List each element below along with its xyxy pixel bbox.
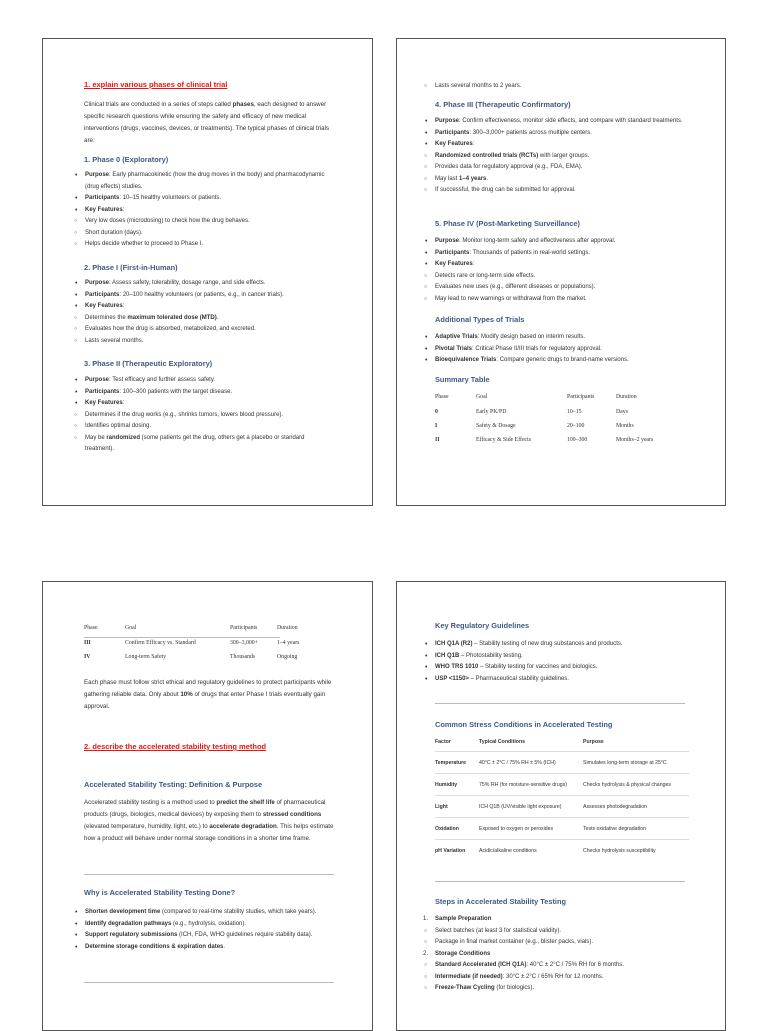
table-cell: 75% RH (for moisture-sensitive drugs) bbox=[479, 774, 583, 796]
section-title: Steps in Accelerated Stability Testing bbox=[435, 897, 567, 906]
list-item bbox=[423, 282, 693, 294]
table-cell: 1–4 years bbox=[277, 640, 300, 646]
bold-text: Purpose bbox=[85, 377, 110, 383]
text-run: : bbox=[122, 206, 125, 213]
bold-text: 10% bbox=[180, 691, 193, 698]
table-header-cell: Typical Conditions bbox=[479, 739, 526, 745]
list-item bbox=[423, 662, 703, 674]
table-row bbox=[435, 405, 681, 419]
bold-text: Key Features bbox=[435, 261, 473, 267]
text-run: Lasts several months to 2 years. bbox=[435, 83, 522, 89]
table-cell: Efficacy & Side Effects bbox=[476, 437, 531, 443]
text-run: : Monitor long-term safety and effectiveness after approval. bbox=[459, 238, 616, 244]
bold-text: Adaptive Trials bbox=[435, 334, 478, 340]
table-cell: pH Variation bbox=[435, 840, 479, 862]
list-item bbox=[423, 174, 693, 186]
table-cell: Safety & Dosage bbox=[476, 423, 516, 429]
bullet-list bbox=[423, 332, 703, 367]
table-header-cell: Participants bbox=[567, 394, 595, 400]
list-item bbox=[423, 294, 693, 306]
bold-text: Participants bbox=[85, 291, 120, 298]
text-run: Clinical trials are conducted in a series of steps called bbox=[84, 101, 233, 108]
bold-text: Key Features bbox=[85, 303, 123, 309]
table-cell: 0 bbox=[435, 409, 438, 415]
list-item bbox=[73, 387, 335, 399]
table-row bbox=[435, 796, 689, 818]
bold-text: Purpose bbox=[435, 238, 460, 244]
page-heading: 2. describe the accelerated stability testing method bbox=[84, 742, 267, 751]
list-item bbox=[423, 139, 693, 151]
text-run: . This helps estimate how a product will behave under normal storage conditions in a shorter time frame. bbox=[84, 823, 334, 842]
list-item bbox=[73, 375, 335, 387]
text-run: – Stability testing of new drug substances and products. bbox=[472, 641, 623, 647]
table-cell: Light bbox=[435, 796, 479, 818]
list-item bbox=[423, 248, 693, 260]
bullet-list bbox=[73, 278, 335, 347]
table-cell: Ongoing bbox=[277, 654, 298, 660]
list-item bbox=[73, 290, 335, 302]
list-item bbox=[73, 324, 335, 336]
text-run: Provides data for regulatory approval (e.g., FDA, EMA). bbox=[435, 164, 583, 170]
section-title: 3. Phase II (Therapeutic Exploratory) bbox=[84, 359, 213, 368]
bold-text: Participants bbox=[435, 129, 470, 136]
text-run: May last bbox=[435, 175, 460, 182]
bullet-list bbox=[73, 907, 335, 953]
bullet-list bbox=[423, 236, 693, 305]
divider bbox=[84, 874, 334, 875]
text-run: : 30°C ± 2°C / 65% RH for 12 months. bbox=[502, 973, 604, 980]
section-title: Additional Types of Trials bbox=[435, 315, 525, 324]
text-run: : bbox=[472, 141, 475, 147]
text-run: : Assess safety, tolerability, dosage range, and side effects. bbox=[109, 280, 266, 286]
text-run: : Thousands of patients in real-world settings. bbox=[469, 249, 590, 256]
table-header-cell: Participants bbox=[230, 625, 258, 631]
table-cell: Months–2 years bbox=[616, 437, 654, 443]
text-run: : bbox=[472, 261, 475, 267]
list-item bbox=[423, 355, 703, 367]
page-heading: 1. explain various phases of clinical trial bbox=[84, 80, 228, 89]
bold-text: Identify degradation pathways bbox=[85, 920, 172, 927]
list-item bbox=[73, 421, 335, 433]
text-run: Helps decide whether to proceed to Phase I. bbox=[85, 241, 204, 247]
table-header-cell: Goal bbox=[125, 625, 137, 631]
document-page-1 bbox=[42, 38, 373, 506]
text-run: Evaluates how the drug is absorbed, metabolized, and excreted. bbox=[85, 326, 256, 332]
table-row bbox=[435, 752, 689, 774]
list-item bbox=[423, 960, 703, 972]
definition-paragraph bbox=[84, 797, 334, 845]
text-run: Determines the bbox=[85, 314, 128, 321]
text-run: : Confirm effectiveness, monitor side effects, and compare with standard treatments. bbox=[459, 118, 683, 124]
section-title: Accelerated Stability Testing: Definition & Purpose bbox=[84, 780, 263, 789]
section-title: 4. Phase III (Therapeutic Confirmatory) bbox=[435, 100, 571, 109]
bold-text: Storage Conditions bbox=[435, 950, 491, 957]
list-item bbox=[423, 674, 703, 686]
text-run: . bbox=[216, 314, 219, 321]
text-run: : 300–3,000+ patients across multiple centers. bbox=[469, 129, 592, 136]
table-header-cell: Goal bbox=[476, 394, 488, 400]
text-run: : Critical Phase II/III trials for regulatory approval. bbox=[472, 345, 602, 352]
list-item bbox=[423, 185, 693, 197]
list-item bbox=[73, 313, 335, 325]
text-run: : Modify design based on interim results. bbox=[477, 334, 586, 340]
bold-text: accelerate degradation bbox=[209, 823, 277, 830]
list-item bbox=[73, 433, 335, 456]
list-item bbox=[423, 236, 693, 248]
list-item bbox=[73, 170, 335, 193]
table-cell: Humidity bbox=[435, 774, 479, 796]
closing-paragraph bbox=[84, 677, 344, 713]
list-item bbox=[73, 919, 335, 931]
list-item bbox=[423, 81, 693, 93]
list-item bbox=[73, 398, 335, 410]
text-run: (ICH, FDA, WHO guidelines require stability data). bbox=[177, 932, 313, 938]
list-item bbox=[73, 193, 335, 205]
divider bbox=[84, 982, 334, 983]
text-run: of drugs that enter Phase I trials eventually gain approval. bbox=[84, 691, 326, 710]
table-cell: 300–3,000+ bbox=[230, 640, 258, 646]
bold-text: Participants bbox=[85, 195, 120, 201]
section-title: 1. Phase 0 (Exploratory) bbox=[84, 155, 169, 164]
table-cell: Months bbox=[616, 423, 634, 429]
bullet-list bbox=[73, 375, 335, 456]
text-run: : bbox=[122, 303, 125, 309]
intro-paragraph bbox=[84, 99, 334, 147]
table-cell: Assesses photodegradation bbox=[583, 796, 689, 818]
list-item bbox=[73, 907, 335, 919]
bold-text: Support regulatory submissions bbox=[85, 932, 178, 938]
bold-text: ICH Q1B bbox=[435, 652, 460, 659]
table-cell: Long-term Safety bbox=[125, 654, 167, 660]
table-header-row bbox=[435, 733, 689, 752]
list-item bbox=[423, 128, 693, 140]
list-item bbox=[73, 278, 335, 290]
list-item bbox=[423, 259, 693, 271]
text-run: with larger groups. bbox=[538, 152, 590, 159]
table-cell: Simulates long-term storage at 25°C bbox=[583, 752, 689, 774]
bold-text: Sample Preparation bbox=[435, 916, 492, 922]
table-row bbox=[435, 774, 689, 796]
document-page-2 bbox=[396, 38, 726, 506]
document-page-4 bbox=[396, 581, 726, 1031]
text-run: Detects rare or long-term side effects. bbox=[435, 272, 536, 279]
table-cell: Temperature bbox=[435, 752, 479, 774]
list-item bbox=[73, 216, 335, 228]
list-item bbox=[423, 151, 693, 163]
bold-text: Shorten development time bbox=[85, 909, 161, 915]
list-item bbox=[423, 639, 703, 651]
text-run: : 10–15 healthy volunteers or patients. bbox=[119, 195, 222, 201]
list-item bbox=[423, 972, 703, 984]
text-run: (for biologics). bbox=[494, 985, 535, 991]
bold-text: Freeze-Thaw Cycling bbox=[435, 985, 495, 991]
text-run: (some patients get the drug, others get a placebo or standard treatment). bbox=[85, 434, 305, 452]
table-cell: Checks hydrolysis susceptibility bbox=[583, 840, 689, 862]
text-run: (compared to real-time stability studies, which take years). bbox=[160, 909, 317, 915]
table-row bbox=[435, 419, 681, 433]
table-cell: Oxidation bbox=[435, 818, 479, 840]
table-row bbox=[84, 650, 332, 664]
text-run: If successful, the drug can be submitted for approval. bbox=[435, 187, 576, 193]
list-item bbox=[423, 937, 703, 949]
text-run: Identifies optimal dosing. bbox=[85, 423, 152, 429]
list-item bbox=[73, 239, 335, 251]
list-item bbox=[73, 336, 335, 348]
list-item bbox=[73, 930, 335, 942]
table-cell: ICH Q1B (UV/visible light exposure) bbox=[479, 796, 583, 818]
text-run: (elevated temperature, humidity, light, etc.) to bbox=[84, 823, 210, 830]
text-run: of pharmaceutical products (drugs, biologics, medical devices) by exposing them to bbox=[84, 799, 326, 818]
table-header-cell: Factor bbox=[435, 739, 451, 745]
list-item bbox=[73, 942, 335, 954]
table-cell: III bbox=[84, 640, 91, 646]
text-run: Package in final market container (e.g., blister packs, vials). bbox=[435, 939, 594, 945]
bold-text: Purpose bbox=[85, 280, 110, 286]
section-title: Why is Accelerated Stability Testing Done? bbox=[84, 888, 236, 897]
bullet-list bbox=[423, 639, 703, 685]
table-cell: I bbox=[435, 423, 438, 429]
table-rule bbox=[84, 637, 280, 638]
table-cell: Exposed to oxygen or peroxides bbox=[479, 818, 583, 840]
text-run: Lasts several months. bbox=[85, 337, 144, 344]
text-run: : 40°C ± 2°C / 75% RH for 6 months. bbox=[526, 962, 624, 968]
text-run: , each designed to answer specific research questions while ensuring the safety and efficacy of new medical interventions (drugs, vaccines, devices, or treatments). The typical phases of clinical trials are: bbox=[84, 101, 330, 144]
list-item bbox=[423, 914, 703, 926]
section-title: Common Stress Conditions in Accelerated Testing bbox=[435, 720, 613, 729]
bold-text: maximum tolerated dose (MTD) bbox=[127, 314, 217, 321]
bold-text: Determine storage conditions & expiration dates bbox=[85, 943, 224, 950]
bold-text: randomized bbox=[106, 434, 141, 441]
table-header-row bbox=[435, 389, 681, 405]
list-item bbox=[73, 301, 335, 313]
bold-text: 1–4 years bbox=[459, 175, 487, 182]
section-title: Key Regulatory Guidelines bbox=[435, 621, 530, 630]
list-item bbox=[73, 410, 335, 422]
table-cell: Early PK/PD bbox=[476, 409, 507, 415]
text-run: : 20–100 healthy volunteers (or patients, e.g., in cancer trials). bbox=[119, 291, 284, 298]
table-cell: 20–100 bbox=[567, 423, 585, 429]
text-run: Short duration (days). bbox=[85, 229, 143, 236]
divider bbox=[435, 881, 685, 882]
text-run: Very low doses (microdosing) to check how the drug behaves. bbox=[85, 218, 250, 224]
section-title: 5. Phase IV (Post-Marketing Surveillance) bbox=[435, 219, 580, 228]
bold-text: Intermediate (if needed) bbox=[435, 973, 503, 980]
list-item bbox=[423, 949, 703, 961]
text-run: . bbox=[223, 943, 226, 950]
bold-text: phases bbox=[232, 101, 254, 108]
text-run: Accelerated stability testing is a method used to bbox=[84, 799, 217, 806]
divider bbox=[435, 703, 685, 704]
list-item bbox=[423, 651, 703, 663]
table-cell: Thousands bbox=[230, 654, 256, 660]
table-cell: Days bbox=[616, 409, 628, 415]
table-cell: Tests oxidative degradation bbox=[583, 818, 689, 840]
text-run: – Pharmaceutical stability guidelines. bbox=[468, 675, 569, 682]
text-run: Evaluates new uses (e.g., different diseases or populations). bbox=[435, 284, 596, 290]
text-run: Each phase must follow strict ethical and regulatory guidelines to protect participants while gathering reliable data. Only about bbox=[84, 679, 332, 698]
section-title: 2. Phase I (First-in-Human) bbox=[84, 263, 178, 272]
list-item bbox=[73, 205, 335, 217]
table-cell: II bbox=[435, 437, 440, 443]
table-cell: 10–15 bbox=[567, 409, 582, 415]
bullet-list bbox=[73, 170, 335, 251]
summary-table bbox=[435, 389, 681, 447]
text-run: May be bbox=[85, 434, 107, 441]
text-run: . bbox=[486, 175, 489, 182]
bold-text: Purpose bbox=[85, 172, 110, 178]
bold-text: Participants bbox=[435, 249, 470, 256]
text-run: Select batches (at least 3 for statistical validity). bbox=[435, 927, 562, 934]
bold-text: Randomized controlled trials (RCTs) bbox=[435, 152, 539, 159]
table-cell: IV bbox=[84, 654, 91, 660]
text-run: (e.g., hydrolysis, oxidation). bbox=[171, 920, 247, 927]
table-row bbox=[435, 433, 681, 447]
bullet-list bbox=[423, 81, 693, 93]
bold-text: Pivotal Trials bbox=[435, 345, 473, 352]
text-run: : bbox=[122, 400, 125, 406]
stress-conditions-table bbox=[435, 733, 689, 861]
bold-text: Participants bbox=[85, 388, 120, 395]
table-row bbox=[84, 636, 332, 650]
bold-text: Key Features bbox=[85, 400, 123, 406]
list-item bbox=[73, 228, 335, 240]
table-cell: 40°C ± 2°C / 75% RH ± 5% (ICH) bbox=[479, 752, 583, 774]
phase-table bbox=[84, 620, 332, 664]
table-row bbox=[435, 818, 689, 840]
text-run: Determines if the drug works (e.g., shrinks tumors, lowers blood pressure). bbox=[85, 411, 284, 418]
text-run: May lead to new warnings or withdrawal from the market. bbox=[435, 295, 587, 302]
table-header-cell: Phase bbox=[84, 625, 98, 631]
bold-text: WHO TRS 1010 bbox=[435, 664, 479, 670]
list-item bbox=[423, 344, 703, 356]
bold-text: Standard Accelerated (ICH Q1A) bbox=[435, 962, 527, 968]
text-run: – Photostability testing. bbox=[459, 652, 523, 659]
table-header-cell: Duration bbox=[277, 625, 298, 631]
bold-text: stressed conditions bbox=[262, 811, 322, 818]
section-title: Summary Table bbox=[435, 375, 490, 384]
bold-text: USP <1150> bbox=[435, 675, 469, 682]
bold-text: Bioequivalence Trials bbox=[435, 357, 497, 363]
list-item bbox=[423, 271, 693, 283]
list-item bbox=[423, 116, 693, 128]
text-run: – Stability testing for vaccines and biologics. bbox=[478, 664, 598, 670]
table-header-cell: Phase bbox=[435, 394, 449, 400]
table-header-row bbox=[84, 620, 332, 636]
bold-text: ICH Q1A (R2) bbox=[435, 641, 473, 647]
table-cell: Acidic/alkaline conditions bbox=[479, 840, 583, 862]
table-row bbox=[435, 840, 689, 862]
table-cell: Confirm Efficacy vs. Standard bbox=[125, 640, 196, 646]
text-run: : 100–300 patients with the target disease. bbox=[119, 388, 233, 395]
table-cell: Checks hydrolysis & physical changes bbox=[583, 774, 689, 796]
text-run: : Early pharmacokinetic (how the drug moves in the body) and pharmacodynamic (drug effects) studies. bbox=[85, 172, 325, 190]
bullet-list bbox=[423, 116, 693, 197]
bold-text: Key Features bbox=[435, 141, 473, 147]
numbered-list bbox=[423, 914, 703, 995]
table-cell: 100–300 bbox=[567, 437, 588, 443]
list-item bbox=[423, 926, 703, 938]
list-item bbox=[423, 332, 703, 344]
bold-text: Key Features bbox=[85, 206, 123, 213]
bold-text: Purpose bbox=[435, 118, 460, 124]
table-header-cell: Duration bbox=[616, 394, 637, 400]
text-run: : Compare generic drugs to brand-name versions. bbox=[496, 357, 629, 363]
bold-text: predict the shelf life bbox=[216, 799, 275, 806]
table-header-cell: Purpose bbox=[583, 739, 604, 745]
document-page-3 bbox=[42, 581, 373, 1031]
list-item bbox=[423, 983, 703, 995]
text-run: : Test efficacy and further assess safety. bbox=[109, 377, 216, 383]
list-item bbox=[423, 162, 693, 174]
